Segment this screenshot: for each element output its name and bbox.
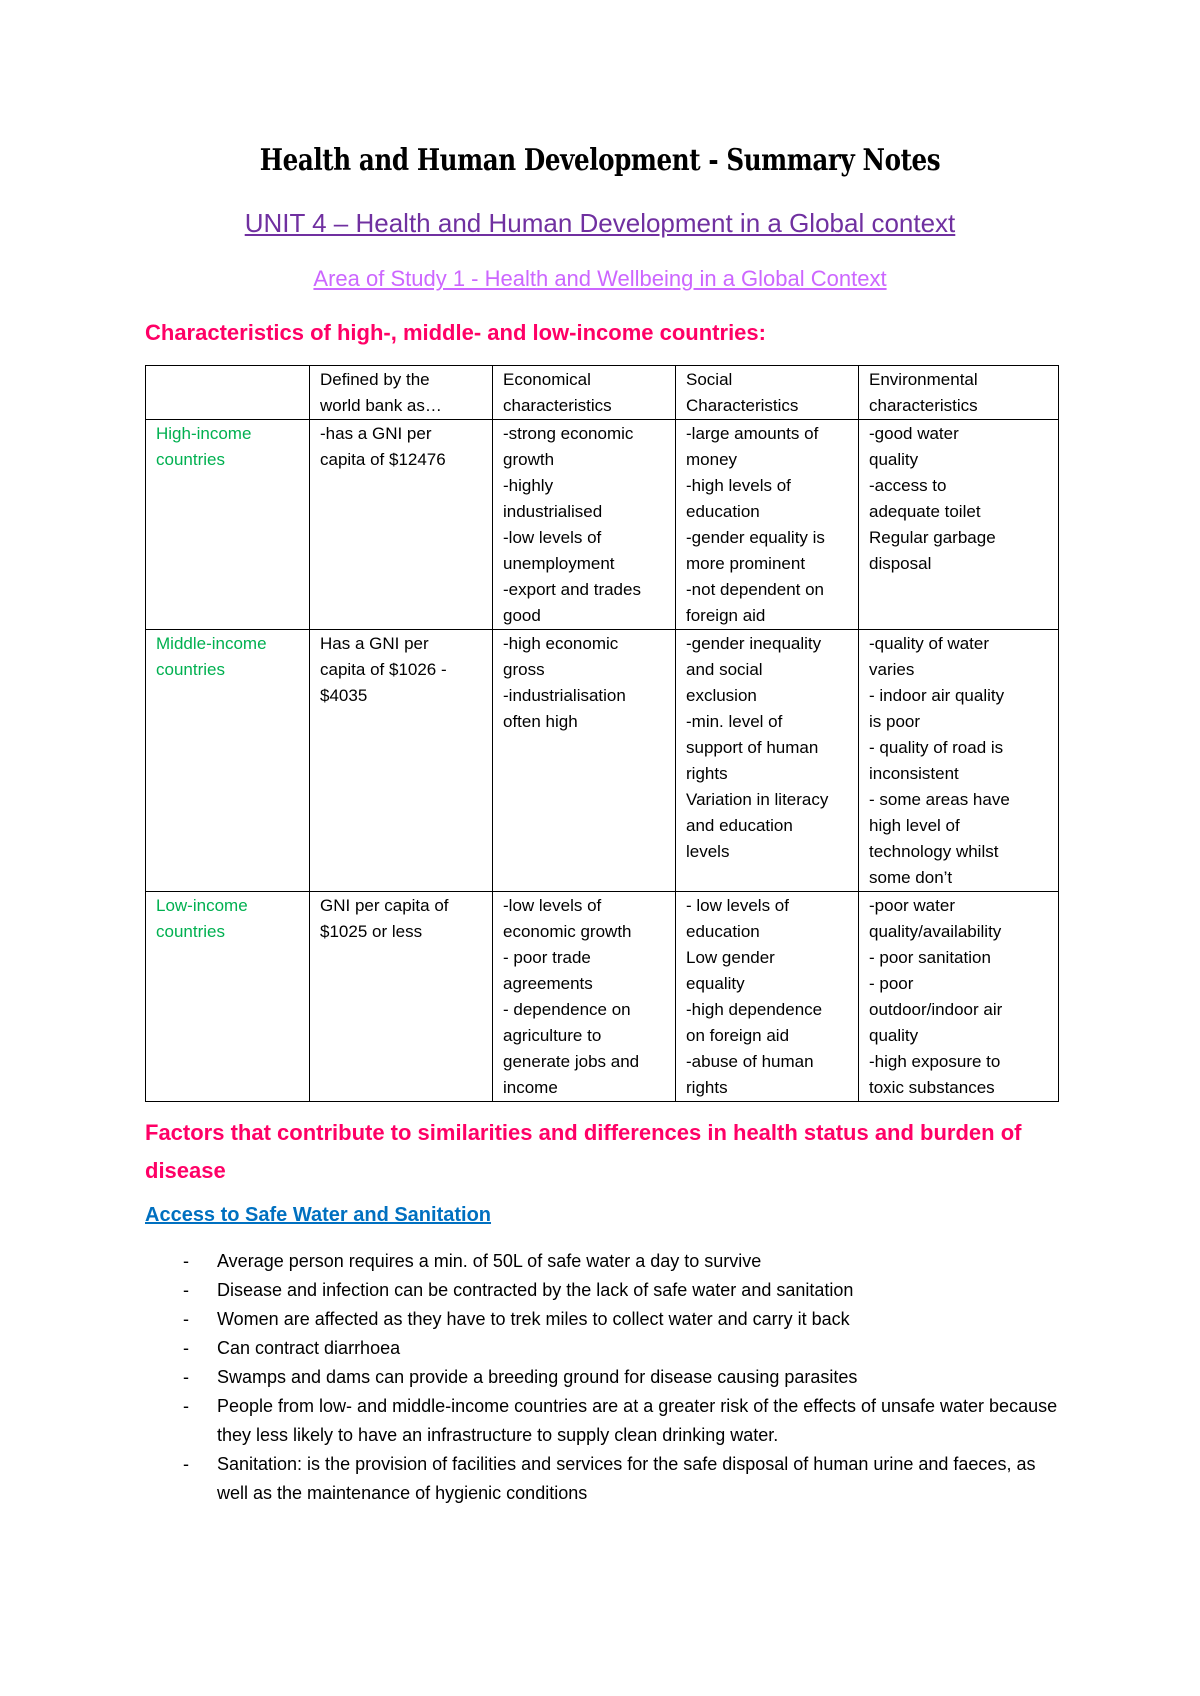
table-cell-economical xyxy=(493,630,676,892)
cell-text-line: unemployment xyxy=(503,554,615,573)
cell-text-line: Middle-income xyxy=(156,634,267,653)
cell-text-line: -high levels of xyxy=(686,476,791,495)
cell-text-line: -gender equality is xyxy=(686,528,825,547)
area-of-study-title: Area of Study 1 - Health and Wellbeing in a Global Context xyxy=(313,266,887,291)
cell-text-line: -high dependence xyxy=(686,1000,823,1019)
cell-text-line: money xyxy=(686,450,738,469)
row-label-cell xyxy=(146,630,310,892)
cell-text-line: -abuse of human xyxy=(686,1052,814,1071)
table-row xyxy=(146,420,1059,630)
cell-text-line: Has a GNI per xyxy=(320,634,429,653)
cell-text-line: -quality of water xyxy=(869,634,989,653)
header-economical: Economical characteristics xyxy=(493,366,676,420)
table-cell-economical xyxy=(493,420,676,630)
list-item xyxy=(145,1450,1065,1508)
cell-text-line: High-income xyxy=(156,424,252,443)
bullet-dash: - xyxy=(183,1251,189,1271)
cell-text-line: Variation in literacy xyxy=(686,790,829,809)
bullet-dash: - xyxy=(183,1309,189,1329)
cell-text-line: - indoor air quality xyxy=(869,686,1005,705)
cell-text-line: levels xyxy=(686,842,730,861)
list-item-text: Sanitation: is the provision of facilities and services for the safe disposal of human urine and faeces, as well as the maintenance of hygienic conditions xyxy=(217,1454,1036,1503)
list-item-text: Can contract diarrhoea xyxy=(217,1338,401,1358)
cell-text-line: inconsistent xyxy=(869,764,959,783)
table-cell-environmental xyxy=(859,892,1059,1102)
cell-text-line: countries xyxy=(156,450,225,469)
header-empty-cell xyxy=(146,366,310,420)
cell-text-line: disposal xyxy=(869,554,932,573)
list-item-text: People from low- and middle-income countries are at a greater risk of the effects of unsafe water because they less likely to have an infrastructure to supply clean drinking water. xyxy=(217,1396,1058,1445)
cell-text-line: and education xyxy=(686,816,793,835)
cell-text-line: -access to xyxy=(869,476,947,495)
cell-text-line: often high xyxy=(503,712,578,731)
list-item xyxy=(145,1247,1065,1276)
header-environmental: Environmental characteristics xyxy=(859,366,1059,420)
cell-text-line: some don’t xyxy=(869,868,953,887)
cell-text-line: adequate toilet xyxy=(869,502,981,521)
cell-text-line: is poor xyxy=(869,712,921,731)
cell-text-line: Low-income xyxy=(156,896,248,915)
cell-text-line: -low levels of xyxy=(503,528,602,547)
list-item-text: Average person requires a min. of 50L of safe water a day to survive xyxy=(217,1251,762,1271)
table-cell-environmental xyxy=(859,630,1059,892)
cell-text-line: - low levels of xyxy=(686,896,789,915)
cell-text-line: -highly xyxy=(503,476,554,495)
cell-text-line: -gender inequality xyxy=(686,634,822,653)
cell-text-line: capita of $12476 xyxy=(320,450,446,469)
list-item xyxy=(145,1363,1065,1392)
cell-text-line: gross xyxy=(503,660,545,679)
cell-text-line: more prominent xyxy=(686,554,806,573)
cell-text-line: - quality of road is xyxy=(869,738,1004,757)
cell-text-line: good xyxy=(503,606,541,625)
cell-text-line: -strong economic xyxy=(503,424,634,443)
cell-text-line: GNI per capita of xyxy=(320,896,449,915)
cell-text-line: -industrialisation xyxy=(503,686,626,705)
bullet-dash: - xyxy=(183,1396,189,1416)
table-header-row xyxy=(146,366,1059,420)
list-item-text: Swamps and dams can provide a breeding ground for disease causing parasites xyxy=(217,1367,858,1387)
cell-text-line: income xyxy=(503,1078,558,1097)
table-cell-social xyxy=(676,420,859,630)
cell-text-line: - some areas have xyxy=(869,790,1010,809)
list-item xyxy=(145,1334,1065,1363)
unit-title: UNIT 4 – Health and Human Development in a Global context xyxy=(244,208,956,238)
cell-text-line: - poor sanitation xyxy=(869,948,991,967)
cell-text-line: foreign aid xyxy=(686,606,766,625)
cell-text-line: outdoor/indoor air xyxy=(869,1000,1003,1019)
bullet-dash: - xyxy=(183,1454,189,1474)
cell-text-line: -good water xyxy=(869,424,959,443)
document-title: Health and Human Development - Summary Notes xyxy=(259,143,941,178)
row-label-cell xyxy=(146,892,310,1102)
cell-text-line: industrialised xyxy=(503,502,603,521)
table-cell-environmental xyxy=(859,420,1059,630)
table-row xyxy=(146,892,1059,1102)
factors-heading: Factors that contribute to similarities and differences in health status and burden of disease xyxy=(145,1120,1022,1183)
cell-text-line: -not dependent on xyxy=(686,580,825,599)
table-cell-defined xyxy=(310,420,493,630)
cell-text-line: -has a GNI per xyxy=(320,424,432,443)
cell-text-line: countries xyxy=(156,660,225,679)
cell-text-line: - dependence on xyxy=(503,1000,631,1019)
cell-text-line: growth xyxy=(503,450,555,469)
cell-text-line: -poor water xyxy=(869,896,955,915)
cell-text-line: -export and trades xyxy=(503,580,641,599)
table-cell-defined xyxy=(310,892,493,1102)
list-item-text: Disease and infection can be contracted by the lack of safe water and sanitation xyxy=(217,1280,854,1300)
table-cell-defined xyxy=(310,630,493,892)
cell-text-line: $4035 xyxy=(320,686,368,705)
table-row xyxy=(146,630,1059,892)
cell-text-line: - poor xyxy=(869,974,914,993)
cell-text-line: rights xyxy=(686,764,728,783)
cell-text-line: -large amounts of xyxy=(686,424,819,443)
cell-text-line: quality xyxy=(869,1026,919,1045)
cell-text-line: -min. level of xyxy=(686,712,783,731)
cell-text-line: Low gender xyxy=(686,948,775,967)
list-item xyxy=(145,1392,1065,1450)
cell-text-line: rights xyxy=(686,1078,728,1097)
cell-text-line: technology whilst xyxy=(869,842,999,861)
cell-text-line: education xyxy=(686,922,760,941)
cell-text-line: - poor trade xyxy=(503,948,591,967)
cell-text-line: equality xyxy=(686,974,745,993)
table-cell-economical xyxy=(493,892,676,1102)
cell-text-line: capita of $1026 - xyxy=(320,660,447,679)
safe-water-bullet-list xyxy=(145,1247,1065,1508)
characteristics-table xyxy=(145,365,1059,1102)
cell-text-line: high level of xyxy=(869,816,960,835)
cell-text-line: $1025 or less xyxy=(320,922,423,941)
bullet-dash: - xyxy=(183,1367,189,1387)
cell-text-line: and social xyxy=(686,660,763,679)
cell-text-line: on foreign aid xyxy=(686,1026,790,1045)
cell-text-line: quality xyxy=(869,450,919,469)
cell-text-line: agreements xyxy=(503,974,593,993)
cell-text-line: education xyxy=(686,502,760,521)
header-social: Social Characteristics xyxy=(676,366,859,420)
bullet-dash: - xyxy=(183,1338,189,1358)
table-cell-social xyxy=(676,892,859,1102)
row-label-cell xyxy=(146,420,310,630)
characteristics-heading: Characteristics of high-, middle- and low-income countries: xyxy=(145,320,766,345)
list-item xyxy=(145,1276,1065,1305)
cell-text-line: support of human xyxy=(686,738,819,757)
cell-text-line: quality/availability xyxy=(869,922,1002,941)
cell-text-line: exclusion xyxy=(686,686,757,705)
cell-text-line: agriculture to xyxy=(503,1026,602,1045)
header-defined: Defined by the world bank as… xyxy=(310,366,493,420)
cell-text-line: countries xyxy=(156,922,225,941)
cell-text-line: -high economic xyxy=(503,634,619,653)
cell-text-line: generate jobs and xyxy=(503,1052,640,1071)
bullet-dash: - xyxy=(183,1280,189,1300)
cell-text-line: Regular garbage xyxy=(869,528,996,547)
cell-text-line: -low levels of xyxy=(503,896,602,915)
cell-text-line: varies xyxy=(869,660,915,679)
list-item-text: Women are affected as they have to trek miles to collect water and carry it back xyxy=(217,1309,850,1329)
cell-text-line: economic growth xyxy=(503,922,632,941)
cell-text-line: -high exposure to xyxy=(869,1052,1001,1071)
table-cell-social xyxy=(676,630,859,892)
safe-water-subheading: Access to Safe Water and Sanitation xyxy=(145,1204,492,1226)
cell-text-line: toxic substances xyxy=(869,1078,995,1097)
list-item xyxy=(145,1305,1065,1334)
